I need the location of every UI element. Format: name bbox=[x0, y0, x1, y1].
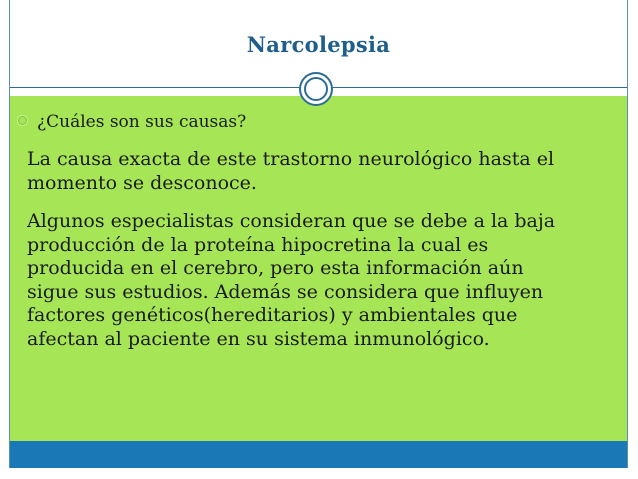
question-text: ¿Cuáles son sus causas? bbox=[37, 112, 247, 132]
divider-inner-circle bbox=[304, 77, 328, 101]
paragraph-line: La causa exacta de este trastorno neurológico hasta el bbox=[27, 148, 555, 170]
paragraph-line: afectan al paciente en su sistema inmunológico. bbox=[27, 327, 490, 350]
divider-circle-icon bbox=[299, 72, 333, 106]
slide-title: Narcolepsia bbox=[246, 32, 391, 57]
paragraph-line: sigue sus estudios. Además se considera que influyen bbox=[27, 280, 544, 303]
paragraph-specialists bbox=[27, 210, 617, 351]
footer-bar bbox=[10, 441, 627, 468]
paragraph-line: producida en el cerebro, pero esta información aún bbox=[27, 257, 524, 279]
paragraph-line: factores genéticos(hereditarios) y ambientales que bbox=[27, 304, 518, 326]
bullet-question bbox=[18, 112, 246, 132]
paragraph-line: Algunos especialistas consideran que se debe a la baja bbox=[27, 210, 556, 232]
paragraph-cause bbox=[27, 148, 617, 195]
paragraph-line: momento se desconoce. bbox=[27, 171, 257, 194]
bullet-icon bbox=[18, 116, 27, 125]
paragraph-line: producción de la proteína hipocretina la cual es bbox=[27, 233, 489, 256]
